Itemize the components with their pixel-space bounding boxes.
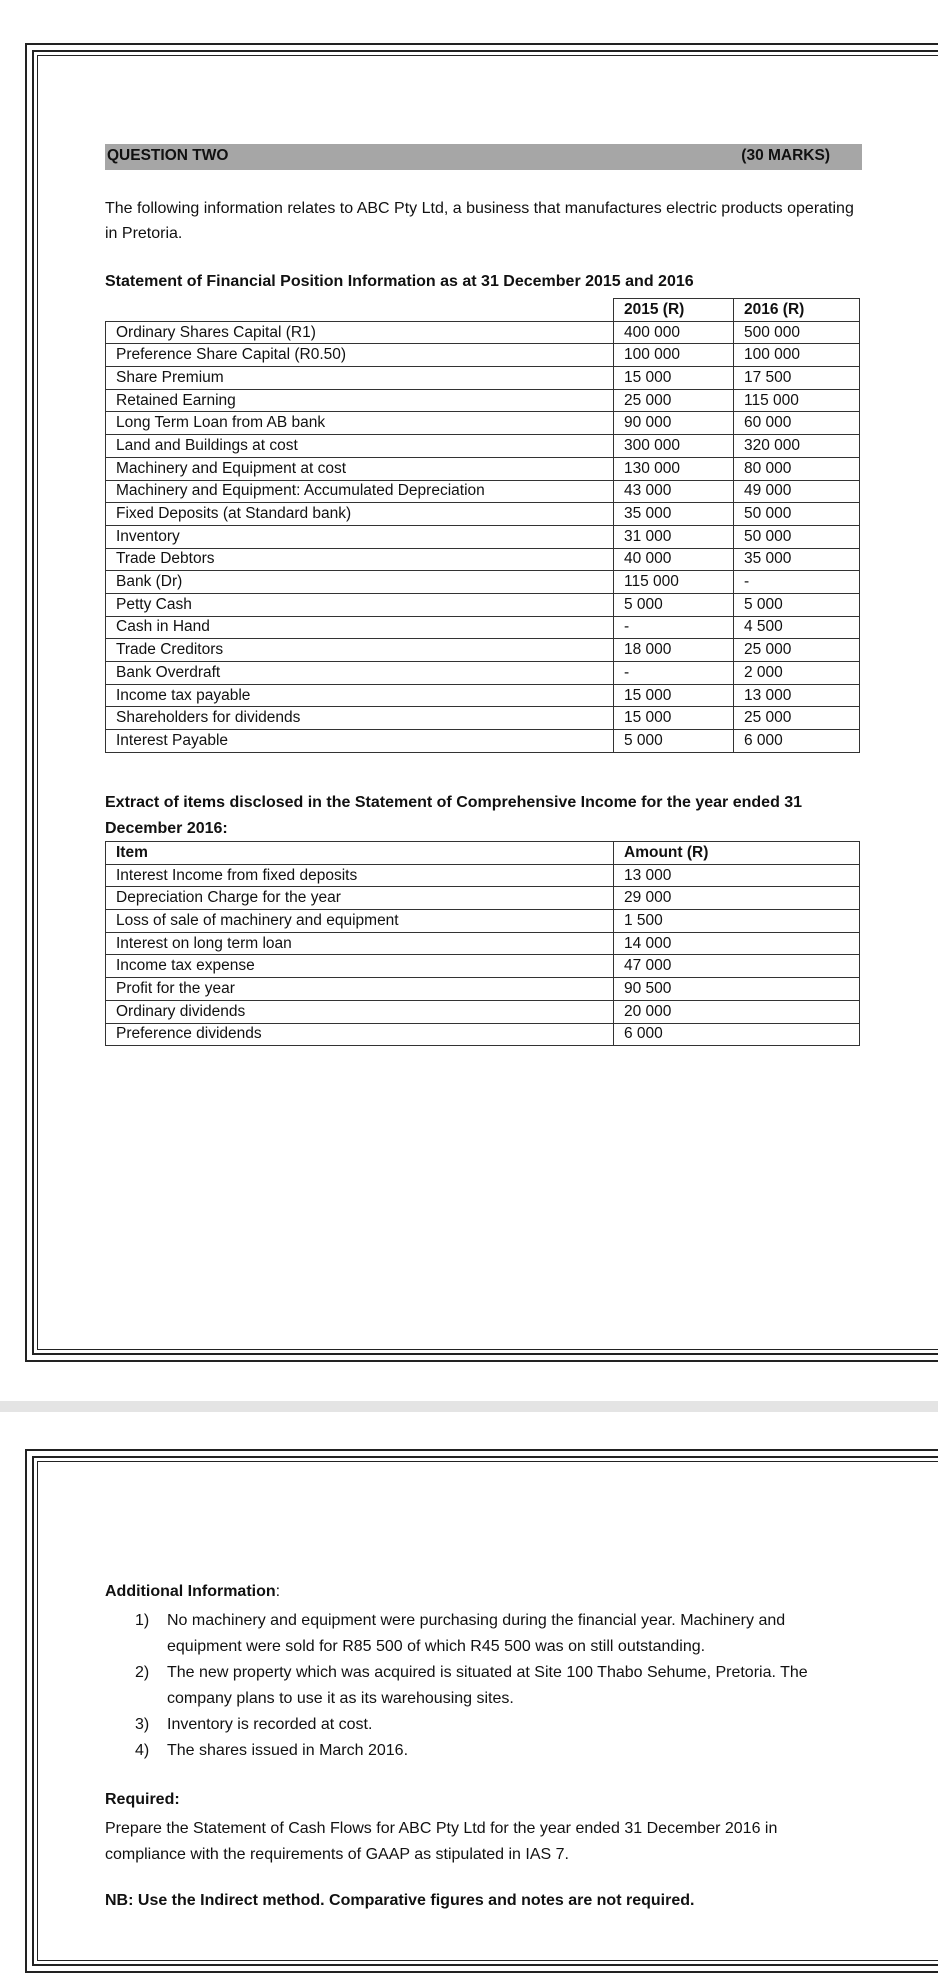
row-item: Bank Overdraft [106, 662, 614, 685]
question-header [105, 144, 862, 170]
row-amount: 6 000 [614, 1023, 860, 1046]
row-item: Machinery and Equipment at cost [106, 457, 614, 480]
value-2016: 6 000 [734, 730, 860, 753]
table-row [106, 978, 860, 1001]
item-number: 2) [135, 1664, 150, 1681]
value-2015: 5 000 [614, 593, 734, 616]
value-2015: 5 000 [614, 730, 734, 753]
table-row [106, 910, 860, 933]
value-2015: 15 000 [614, 367, 734, 390]
table-row [106, 887, 860, 910]
col-2015-header: 2015 (R) [614, 299, 734, 322]
row-item: Loss of sale of machinery and equipment [106, 910, 614, 933]
row-item: Retained Earning [106, 389, 614, 412]
value-2016: 60 000 [734, 412, 860, 435]
row-item: Bank (Dr) [106, 571, 614, 594]
value-2015: 40 000 [614, 548, 734, 571]
value-2016: 50 000 [734, 503, 860, 526]
value-2015: 115 000 [614, 571, 734, 594]
table-row [106, 480, 860, 503]
value-2016: 115 000 [734, 389, 860, 412]
row-item: Cash in Hand [106, 616, 614, 639]
row-item: Preference dividends [106, 1023, 614, 1046]
item-text: No machinery and equipment were purchasing during the financial year. Machinery and equipment were sold for R85 500 of which R45 500 was on still outstanding. [167, 1612, 786, 1655]
row-item: Trade Creditors [106, 639, 614, 662]
sci-heading: Extract of items disclosed in the Statement of Comprehensive Income for the year ended 31 December 2016: [105, 794, 803, 837]
row-amount: 29 000 [614, 887, 860, 910]
required-text: Prepare the Statement of Cash Flows for ABC Pty Ltd for the year ended 31 December 2016 in compliance with the requirements of GAAP as stipulated in IAS 7. [105, 1820, 778, 1863]
value-2015: 15 000 [614, 707, 734, 730]
list-item [105, 1738, 845, 1764]
table-row [106, 525, 860, 548]
row-item: Interest on long term loan [106, 932, 614, 955]
row-item: Shareholders for dividends [106, 707, 614, 730]
list-item [105, 1660, 845, 1712]
row-item: Ordinary dividends [106, 1000, 614, 1023]
list-item [105, 1608, 845, 1660]
table-row [106, 932, 860, 955]
table-row [106, 616, 860, 639]
item-number: 4) [135, 1742, 150, 1759]
additional-info-title [105, 1583, 280, 1601]
table-row [106, 684, 860, 707]
value-2016: 13 000 [734, 684, 860, 707]
additional-info-list [105, 1608, 845, 1764]
row-item: Income tax expense [106, 955, 614, 978]
page-separator [0, 1401, 938, 1412]
table-row [106, 955, 860, 978]
additional-info-label: Additional Information [105, 1583, 276, 1600]
item-number: 1) [135, 1612, 150, 1629]
additional-info-colon: : [275, 1583, 281, 1600]
list-item [105, 1712, 845, 1738]
row-item: Land and Buildings at cost [106, 435, 614, 458]
item-text: The shares issued in March 2016. [167, 1742, 409, 1759]
value-2015: 18 000 [614, 639, 734, 662]
value-2016: 49 000 [734, 480, 860, 503]
row-amount: 13 000 [614, 864, 860, 887]
value-2015: 100 000 [614, 344, 734, 367]
value-2015: 130 000 [614, 457, 734, 480]
table-row [106, 389, 860, 412]
table-row [106, 1023, 860, 1046]
value-2015: 25 000 [614, 389, 734, 412]
value-2016: 4 500 [734, 616, 860, 639]
value-2016: 320 000 [734, 435, 860, 458]
value-2016: 25 000 [734, 707, 860, 730]
value-2016: 50 000 [734, 525, 860, 548]
blank-header-cell [106, 299, 614, 322]
value-2015: 31 000 [614, 525, 734, 548]
value-2016: 35 000 [734, 548, 860, 571]
row-amount: 20 000 [614, 1000, 860, 1023]
value-2016: 500 000 [734, 321, 860, 344]
table-row [106, 435, 860, 458]
financial-position-table [105, 298, 860, 753]
item-number: 3) [135, 1716, 150, 1733]
value-2016: 2 000 [734, 662, 860, 685]
row-item: Machinery and Equipment: Accumulated Depreciation [106, 480, 614, 503]
item-header: Item [106, 842, 614, 865]
col-2016-header: 2016 (R) [734, 299, 860, 322]
table-row [106, 730, 860, 753]
row-item: Fixed Deposits (at Standard bank) [106, 503, 614, 526]
nb-note: NB: Use the Indirect method. Comparative figures and notes are not required. [105, 1892, 695, 1909]
value-2015: 35 000 [614, 503, 734, 526]
row-item: Share Premium [106, 367, 614, 390]
row-item: Depreciation Charge for the year [106, 887, 614, 910]
table-row [106, 593, 860, 616]
table-row [106, 548, 860, 571]
row-amount: 90 500 [614, 978, 860, 1001]
table-row [106, 367, 860, 390]
table-row [106, 321, 860, 344]
row-item: Long Term Loan from AB bank [106, 412, 614, 435]
question-marks: (30 MARKS) [741, 147, 830, 164]
value-2016: 80 000 [734, 457, 860, 480]
value-2016: 100 000 [734, 344, 860, 367]
value-2015: - [614, 662, 734, 685]
value-2016: 5 000 [734, 593, 860, 616]
row-amount: 1 500 [614, 910, 860, 933]
row-amount: 14 000 [614, 932, 860, 955]
item-text: Inventory is recorded at cost. [167, 1716, 373, 1733]
sfp-heading: Statement of Financial Position Information as at 31 December 2015 and 2016 [105, 273, 694, 290]
row-item: Petty Cash [106, 593, 614, 616]
table-row [106, 707, 860, 730]
table-row [106, 571, 860, 594]
comprehensive-income-table [105, 841, 860, 1046]
row-item: Trade Debtors [106, 548, 614, 571]
value-2015: - [614, 616, 734, 639]
value-2015: 15 000 [614, 684, 734, 707]
table-row [106, 503, 860, 526]
table-row [106, 412, 860, 435]
table-row [106, 864, 860, 887]
table-row [106, 344, 860, 367]
value-2015: 300 000 [614, 435, 734, 458]
item-text: The new property which was acquired is situated at Site 100 Thabo Sehume, Pretoria. The company plans to use it as its warehousing sites. [167, 1664, 808, 1707]
value-2015: 400 000 [614, 321, 734, 344]
table-row [106, 457, 860, 480]
intro-paragraph: The following information relates to ABC Pty Ltd, a business that manufactures electric products operating in Pretoria. [105, 200, 854, 242]
row-amount: 47 000 [614, 955, 860, 978]
value-2016: 17 500 [734, 367, 860, 390]
row-item: Ordinary Shares Capital (R1) [106, 321, 614, 344]
value-2015: 90 000 [614, 412, 734, 435]
value-2016: 25 000 [734, 639, 860, 662]
value-2015: 43 000 [614, 480, 734, 503]
value-2016: - [734, 571, 860, 594]
question-title: QUESTION TWO [107, 147, 229, 164]
required-title: Required: [105, 1791, 180, 1808]
row-item: Income tax payable [106, 684, 614, 707]
row-item: Interest Payable [106, 730, 614, 753]
table-row [106, 1000, 860, 1023]
amount-header: Amount (R) [614, 842, 860, 865]
row-item: Inventory [106, 525, 614, 548]
table-row [106, 639, 860, 662]
row-item: Interest Income from fixed deposits [106, 864, 614, 887]
table-row [106, 662, 860, 685]
row-item: Preference Share Capital (R0.50) [106, 344, 614, 367]
row-item: Profit for the year [106, 978, 614, 1001]
